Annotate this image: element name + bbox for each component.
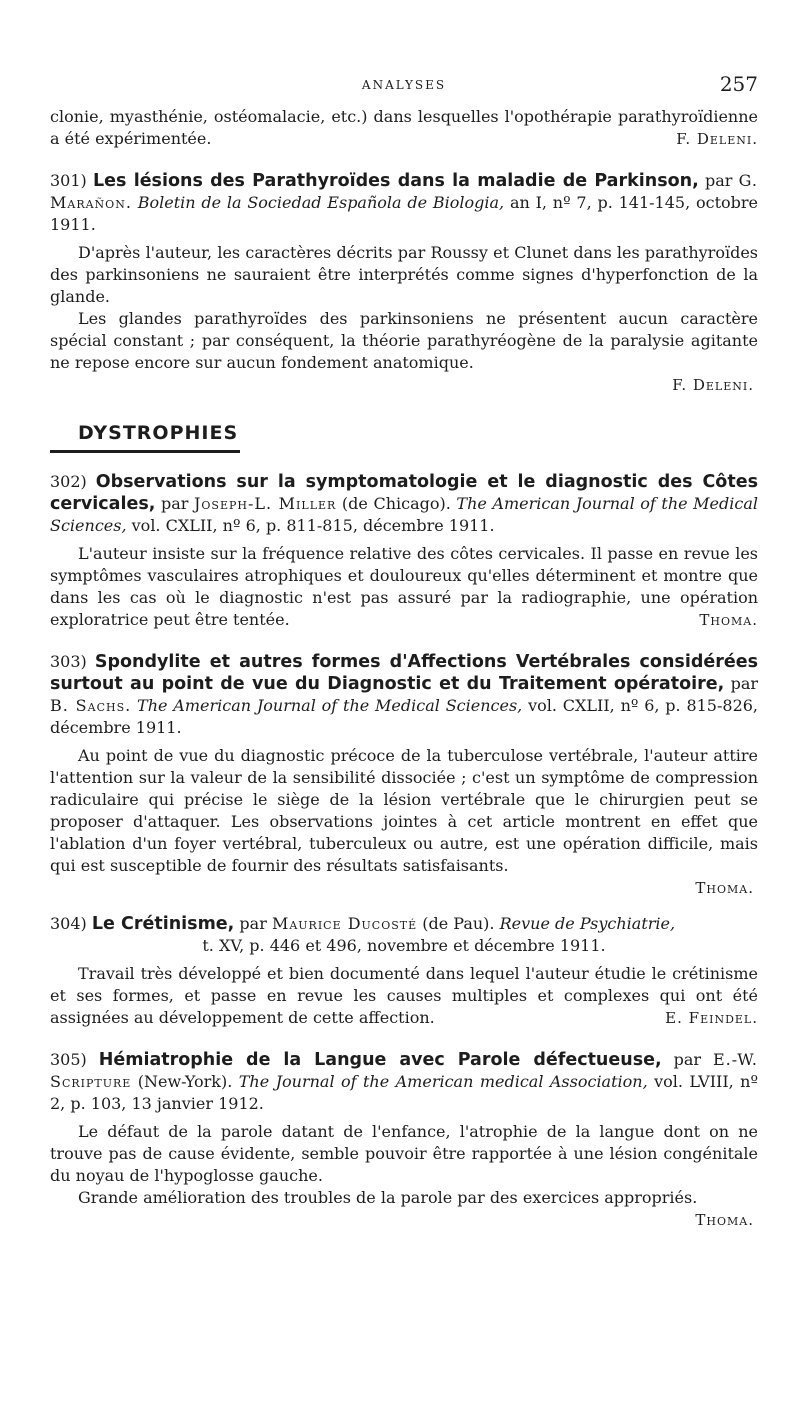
article-303-paragraph-1: Au point de vue du diagnostic précoce de la tuberculose vertébrale, l'auteur attire l'attention sur la valeur de la sensibilité dissociée ; c'est un symptôme de compression radiculaire qui précise le siège de la lésion vertébrale que le chirurgien peut se proposer d'attaquer. Les observations jointes à cet article montrent en effet que l'ablation d'un foyer vertébral, tuberculeux ou autre, est une opération difficile, mais qui est susceptible de fournir des résultats satisfaisants. xyxy=(50,746,758,875)
article-301-paragraph-1: D'après l'auteur, les caractères décrits par Roussy et Clunet dans les parathyroïdes des parkinsoniens ne sauraient être interprétés comme signes d'hyperfonction de la glande. xyxy=(50,243,758,306)
article-305 xyxy=(50,1049,758,1231)
article-304-signature: E. Feindel. xyxy=(665,1009,758,1027)
article-301-by: par xyxy=(705,171,733,190)
running-title: ANALYSES xyxy=(361,78,447,92)
article-305-by: par xyxy=(673,1050,702,1069)
article-302-by: par xyxy=(160,494,189,513)
article-303-heading xyxy=(50,651,758,739)
article-305-ref: vol. LVIII, nº 2, p. 103, 13 janvier 1912. xyxy=(50,1072,759,1113)
article-305-title: Hémiatrophie de la Langue avec Parole défectueuse, xyxy=(98,1050,662,1070)
article-304-title: Le Crétinisme, xyxy=(91,914,235,934)
article-301-paragraph-2: Les glandes parathyroïdes des parkinsoniens ne présentent aucun caractère spécial constant ; par conséquent, la théorie parathyréogène de la paralysie agitante ne repose encore sur aucun fondement anatomique. xyxy=(50,309,758,372)
intro-text: clonie, myasthénie, ostéomalacie, etc.) dans lesquelles l'opothérapie parathyroïdienne a été expérimentée. xyxy=(50,107,758,148)
article-302-signature: Thoma. xyxy=(699,611,758,629)
article-305-journal: The Journal of the American medical Association, xyxy=(238,1072,648,1091)
article-302-paragraph-1 xyxy=(50,543,758,631)
article-305-paragraph-1: Le défaut de la parole datant de l'enfance, l'atrophie de la langue dont on ne trouve pas de cause évidente, semble pouvoir être rapportée à une lésion congénitale du noyau de l'hypoglosse gauche. xyxy=(50,1122,758,1185)
article-302-ref: vol. CXLII, nº 6, p. 811-815, décembre 1911. xyxy=(131,516,495,535)
article-303-ref: vol. CXLII, nº 6, p. 815-826, décembre 1911. xyxy=(50,696,759,737)
article-301-ref: an I, nº 7, p. 141-145, octobre 1911. xyxy=(50,193,759,234)
article-302 xyxy=(50,471,758,631)
article-305-signature: Thoma. xyxy=(695,1211,754,1229)
article-301-signature: F. Deleni. xyxy=(672,376,754,394)
article-305-place: (New-York). xyxy=(137,1072,233,1091)
article-305-author: E.-W. Scripture xyxy=(50,1050,758,1091)
article-301-heading xyxy=(50,170,758,236)
article-303-title: Spondylite et autres formes d'Affections Vertébrales considérées surtout au point de vue du Diagnostic et du Traitement opératoire, xyxy=(50,652,759,694)
article-305-paragraph-2: Grande amélioration des troubles de la parole par des exercices appropriés. xyxy=(78,1188,698,1207)
article-303-number: 303) xyxy=(50,652,87,671)
page-number: 257 xyxy=(719,72,758,96)
article-304-place: (de Pau). xyxy=(422,914,495,933)
article-304-heading xyxy=(50,913,758,935)
article-302-paragraph-1-text: L'auteur insiste sur la fréquence relative des côtes cervicales. Il passe en revue les symptômes vasculaires atrophiques et douloureux qu'elles déterminent et montre que dans les cas où le diagnostic n'est pas assuré par la radiographie, une opération exploratrice peut être tentée. xyxy=(50,544,758,629)
article-301-title: Les lésions des Parathyroïdes dans la maladie de Parkinson, xyxy=(93,171,699,191)
running-header xyxy=(50,70,758,100)
article-302-author: Joseph-L. Miller xyxy=(194,494,337,513)
article-301-journal: Boletin de la Sociedad Española de Biologia, xyxy=(137,193,505,212)
article-302-title: Observations sur la symptomatologie et le diagnostic des Côtes cervicales, xyxy=(50,472,758,514)
article-302-journal: The American Journal of the Medical Sciences, xyxy=(50,494,758,535)
article-302-number: 302) xyxy=(50,472,87,491)
article-303-journal: The American Journal of the Medical Sciences, xyxy=(137,696,523,715)
article-301-number: 301) xyxy=(50,171,87,190)
intro-paragraph xyxy=(50,106,758,150)
article-301 xyxy=(50,170,758,396)
article-303 xyxy=(50,651,758,899)
article-304-by: par xyxy=(239,914,267,933)
article-304-ref: t. XV, p. 446 et 496, novembre et décembre 1911. xyxy=(202,936,606,955)
article-303-by: par xyxy=(730,674,759,693)
article-304-number: 304) xyxy=(50,914,87,933)
article-304-author: Maurice Ducosté xyxy=(271,914,418,933)
article-303-author: B. Sachs. xyxy=(50,696,132,715)
article-304-paragraph-1 xyxy=(50,963,758,1029)
intro-signature: F. Deleni. xyxy=(676,130,758,148)
article-302-heading xyxy=(50,471,758,537)
article-304 xyxy=(50,913,758,1029)
article-305-number: 305) xyxy=(50,1050,87,1069)
section-heading: DYSTROPHIES xyxy=(50,422,240,453)
article-305-heading xyxy=(50,1049,758,1115)
article-303-signature: Thoma. xyxy=(695,879,754,897)
article-302-place: (de Chicago). xyxy=(341,494,451,513)
article-304-journal: Revue de Psychiatrie, xyxy=(499,914,676,933)
article-304-paragraph-1-text: Travail très développé et bien documenté dans lequel l'auteur étudie le crétinisme et ses formes, et passe en revue les causes multiples et complexes qui ont été assignées au développement de cette affection. xyxy=(50,964,758,1027)
article-301-author: G. Marañon. xyxy=(50,171,758,212)
